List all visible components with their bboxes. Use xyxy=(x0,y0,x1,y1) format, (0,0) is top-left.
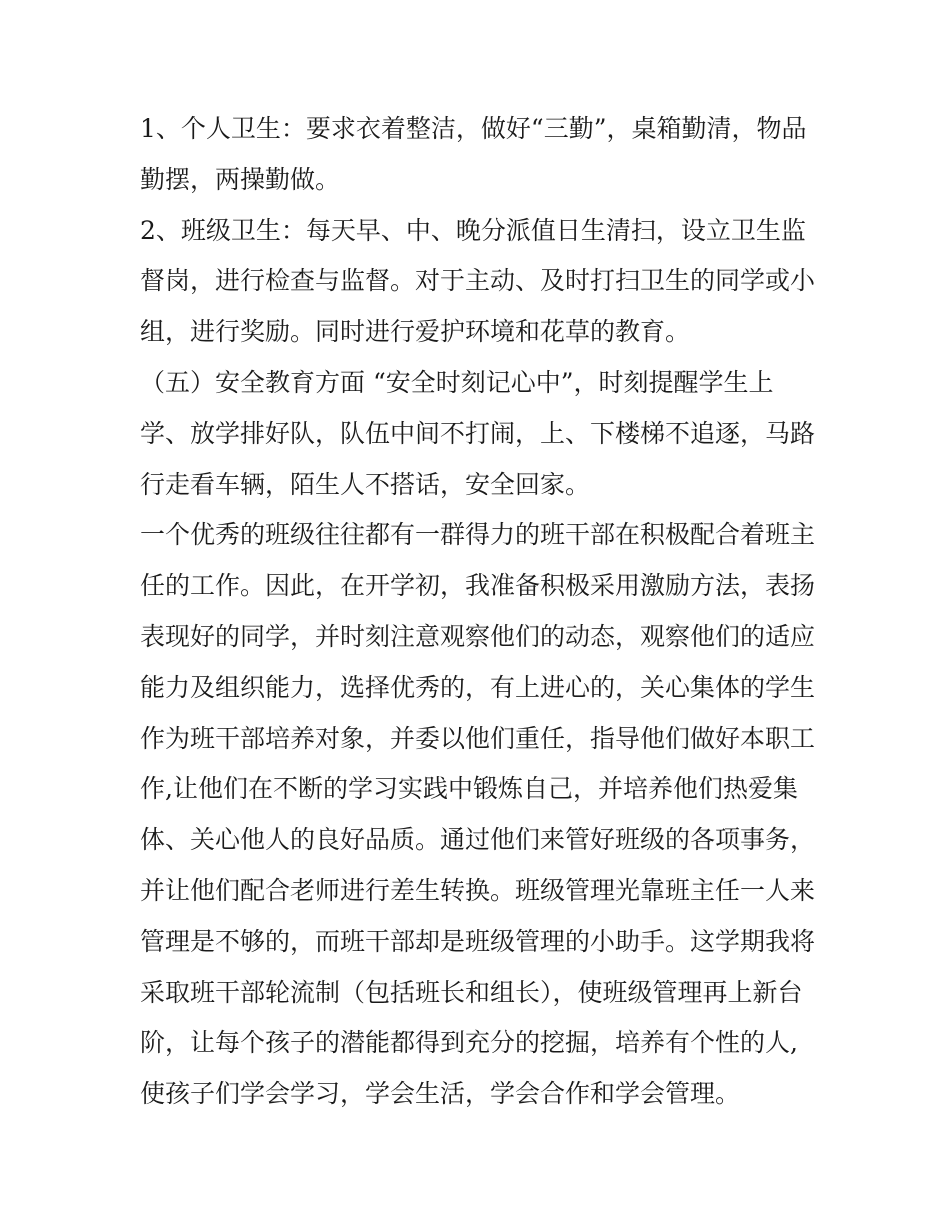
text-line: 作为班干部培养对象，并委以他们重任，指导他们做好本职工 xyxy=(140,723,816,753)
text-line: 组，进行奖励。同时进行爱护环境和花草的教育。 xyxy=(140,317,691,347)
document-body xyxy=(140,104,820,1120)
text-line: 学、放学排好队，队伍中间不打闹，上、下楼梯不追逐，马路 xyxy=(140,418,816,448)
text-line: 阶，让每个孩子的潜能都得到充分的挖掘，培养有个性的人, xyxy=(140,1028,798,1058)
text-line: 使孩子们学会学习，学会生活，学会合作和学会管理。 xyxy=(140,1079,741,1109)
text-line: 督岗，进行检查与监督。对于主动、及时打扫卫生的同学或小 xyxy=(140,266,816,296)
text-line: 作,让他们在不断的学习实践中锻炼自己，并培养他们热爱集 xyxy=(140,774,798,804)
text-line: 并让他们配合老师进行差生转换。班级管理光靠班主任一人来 xyxy=(140,875,816,905)
text-line: 体、关心他人的良好品质。通过他们来管好班级的各项事务， xyxy=(140,825,816,855)
text-line: 表现好的同学，并时刻注意观察他们的动态，观察他们的适应 xyxy=(140,621,816,651)
text-line: 采取班干部轮流制（包括班长和组长），使班级管理再上新台 xyxy=(140,977,803,1007)
text-line: 任的工作。因此，在开学初，我准备积极采用激励方法，表扬 xyxy=(140,571,816,601)
text-line: 勤摆，两操勤做。 xyxy=(140,164,341,194)
text-line: 管理是不够的，而班干部却是班级管理的小助手。这学期我将 xyxy=(140,926,816,956)
text-line: 1、个人卫生：要求衣着整洁，做好“三勤”，桌箱勤清，物品 xyxy=(140,114,807,143)
text-line: 能力及组织能力，选择优秀的，有上进心的，关心集体的学生 xyxy=(140,672,816,702)
text-line: 一个优秀的班级往往都有一群得力的班干部在积极配合着班主 xyxy=(140,520,816,550)
text-line: 2、班级卫生：每天早、中、晚分派值日生清扫，设立卫生监 xyxy=(140,215,806,245)
text-line: 行走看车辆，陌生人不搭话，安全回家。 xyxy=(140,469,591,499)
text-line: （五）安全教育方面 “安全时刻记心中”，时刻提醒学生上 xyxy=(140,367,774,397)
